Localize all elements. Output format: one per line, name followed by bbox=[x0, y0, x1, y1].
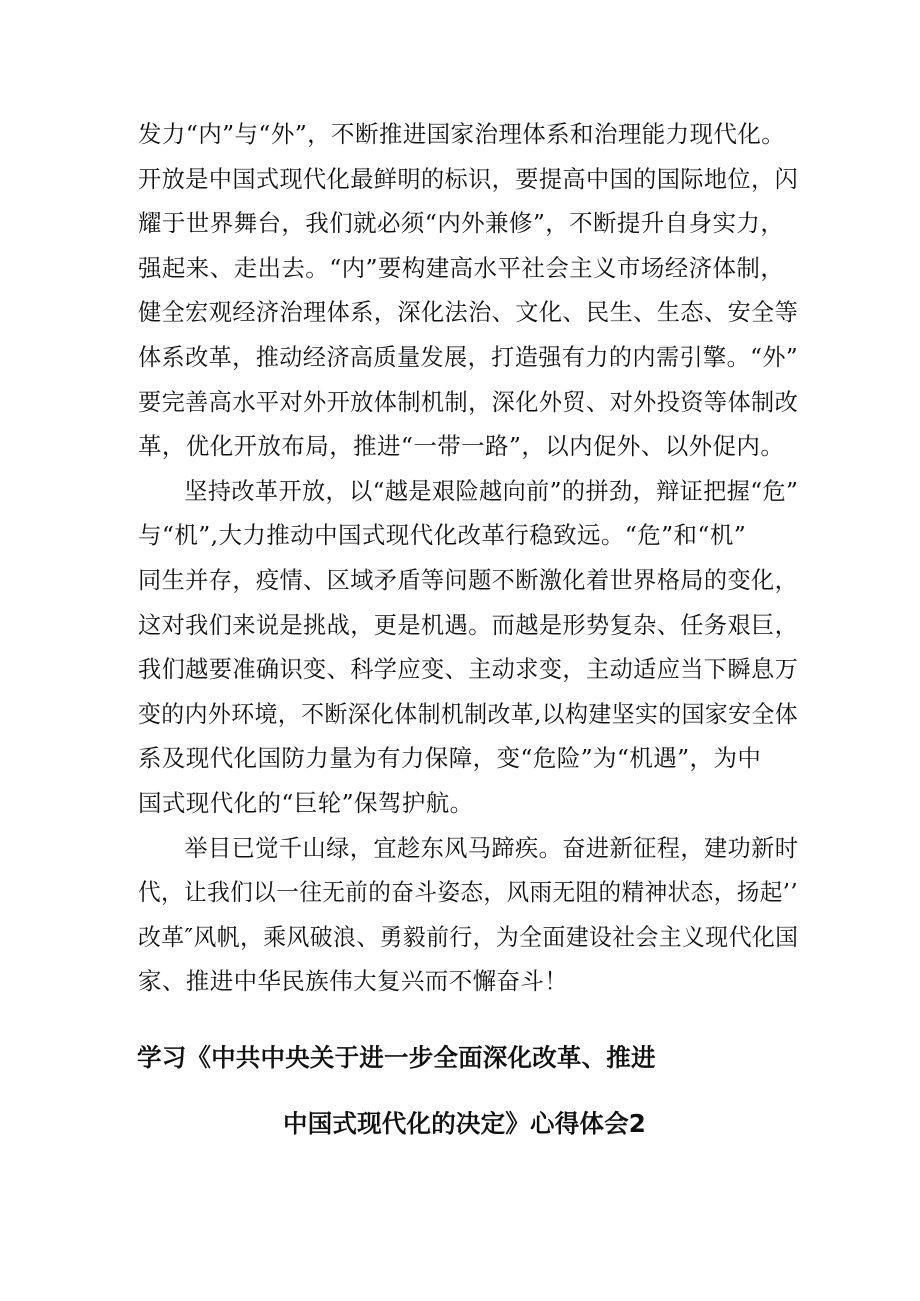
text-line: 革，优化开放布局，推进“一带一路”，以内促外、以外促内。 bbox=[138, 432, 785, 461]
text-line: 国式现代化的“巨轮”保驾护航。 bbox=[138, 788, 474, 817]
text-line: 变的内外环境，不断深化体制机制改革,以构建坚实的国家安全体 bbox=[138, 699, 799, 728]
text-line: 系及现代化国防力量为有力保障，变“危险”为“机遇”，为中 bbox=[138, 744, 762, 773]
text-line: 开放是中国式现代化最鲜明的标识，要提高中国的国际地位，闪 bbox=[138, 164, 799, 193]
text-line: 强起来、走出去。“内”要构建高水平社会主义市场经济体制， bbox=[138, 253, 785, 282]
text-line: 举目已觉千山绿，宜趁东风马蹄疾。奋进新征程，建功新时 bbox=[184, 833, 799, 862]
text-line: 体系改革，推动经济高质量发展，打造强有力的内需引擎。“外” bbox=[138, 342, 799, 371]
text-line: 与“机”,大力推动中国式现代化改革行稳致远。“危”和“机” bbox=[138, 521, 747, 550]
text-line: 这对我们来说是挑战，更是机遇。而越是形势复杂、任务艰巨， bbox=[138, 610, 799, 639]
text-line: 发力“内”与“外”，不断推进国家治理体系和治理能力现代化。 bbox=[138, 120, 786, 148]
paragraph bbox=[138, 826, 798, 1004]
section-heading-line-1: 学习《中共中央关于进一步全面深化改革、推进 bbox=[137, 1043, 656, 1072]
text-line: 同生并存，疫情、区域矛盾等问题不断激化着世界格局的变化， bbox=[138, 565, 799, 594]
paragraph bbox=[138, 469, 798, 826]
text-line: 健全宏观经济治理体系，深化法治、文化、民生、生态、安全等 bbox=[138, 298, 799, 327]
text-line: 代，让我们以一往无前的奋斗姿态，风雨无阻的精神状态，扬起’’ bbox=[138, 878, 798, 907]
text-line: 要完善高水平对外开放体制机制，深化外贸、对外投资等体制改 bbox=[138, 387, 799, 416]
text-line: 家、推进中华民族伟大复兴而不懈奋斗！ bbox=[138, 967, 569, 996]
document-body bbox=[138, 112, 798, 1004]
paragraph bbox=[138, 112, 798, 469]
text-line: 坚持改革开放，以“越是艰险越向前”的拼劲，辩证把握“危” bbox=[184, 476, 799, 505]
text-line: 改革″风帆，乘风破浪、勇毅前行，为全面建设社会主义现代化国 bbox=[138, 922, 799, 951]
section-heading-line-2: 中国式现代化的决定》心得体会2 bbox=[283, 1109, 647, 1138]
text-line: 我们越要准确识变、科学应变、主动求变，主动适应当下瞬息万 bbox=[138, 655, 799, 684]
text-line: 耀于世界舞台，我们就必须“内外兼修”，不断提升自身实力， bbox=[138, 209, 785, 238]
